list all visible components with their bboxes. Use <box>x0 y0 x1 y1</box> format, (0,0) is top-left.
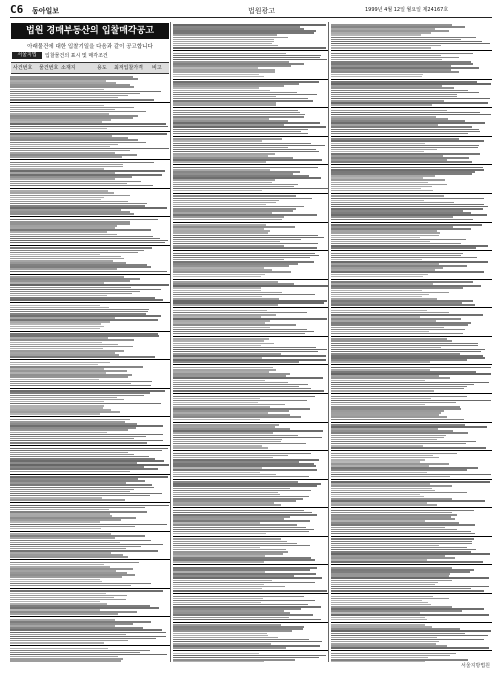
header-note: 비고 <box>152 65 162 71</box>
text-line <box>331 561 483 563</box>
text-line <box>173 336 328 337</box>
text-line <box>10 442 147 444</box>
notice-title: 법원 경매부동산의 입찰매각공고 <box>11 23 169 39</box>
text-line <box>173 622 328 623</box>
text-line <box>10 445 170 446</box>
text-line <box>10 156 122 158</box>
text-line <box>331 276 423 278</box>
text-line <box>331 164 492 165</box>
text-line <box>10 385 151 387</box>
text-line <box>173 479 328 480</box>
text-line <box>173 136 328 137</box>
header-min-price: 최저입찰가격 <box>114 65 143 71</box>
table-header <box>11 62 169 74</box>
text-line <box>10 588 170 589</box>
text-line <box>331 533 475 535</box>
text-line <box>331 504 437 506</box>
issue-date: 1999년 4월 12일 월요일 제24167호 <box>365 7 449 13</box>
text-line <box>10 645 170 646</box>
text-line <box>173 76 264 78</box>
text-line <box>331 304 475 306</box>
text-line <box>10 502 170 503</box>
text-line <box>331 650 492 651</box>
text-line <box>173 304 278 306</box>
text-line <box>331 79 492 80</box>
text-line <box>331 336 492 337</box>
text-line <box>173 561 264 563</box>
text-line <box>173 393 328 394</box>
text-line <box>331 104 432 106</box>
text-line <box>173 504 281 506</box>
text-line <box>173 422 328 423</box>
text-line <box>331 647 489 649</box>
text-line <box>331 479 492 480</box>
text-line <box>331 50 492 51</box>
text-line <box>331 590 484 592</box>
text-line <box>331 450 492 451</box>
text-line <box>173 476 309 478</box>
text-line <box>331 361 430 363</box>
text-line <box>173 650 328 651</box>
text-line <box>331 133 468 135</box>
notice-columns <box>10 22 492 662</box>
text-line <box>10 185 153 187</box>
text-line <box>173 107 328 108</box>
text-line <box>331 76 422 78</box>
text-line <box>10 613 118 615</box>
text-line <box>173 419 260 421</box>
text-line <box>10 216 170 217</box>
text-line <box>173 590 327 592</box>
listing-text-block <box>10 76 170 662</box>
text-line <box>10 413 100 415</box>
text-line <box>173 593 328 594</box>
text-line <box>10 616 170 617</box>
text-line <box>331 364 492 365</box>
text-line <box>173 50 328 51</box>
text-line <box>10 556 128 558</box>
header-location: 소재지 <box>61 65 76 71</box>
text-line <box>331 476 450 478</box>
newspaper-header <box>10 3 492 18</box>
text-line <box>10 242 165 244</box>
text-line <box>173 364 328 365</box>
text-line <box>173 250 328 251</box>
text-line <box>10 328 100 330</box>
text-line <box>173 447 268 449</box>
text-line <box>173 361 299 363</box>
header-use: 용도 <box>97 65 107 71</box>
listing-text-block <box>331 24 492 662</box>
text-line <box>10 359 170 360</box>
column-2 <box>173 22 329 662</box>
text-line <box>173 104 276 106</box>
text-line <box>10 471 130 473</box>
text-line <box>331 393 492 394</box>
text-line <box>173 193 328 194</box>
text-line <box>331 136 492 137</box>
column-3 <box>331 22 492 662</box>
text-line <box>10 356 155 358</box>
text-line <box>10 213 134 215</box>
text-line <box>10 159 170 160</box>
text-line <box>331 422 492 423</box>
text-line <box>173 564 328 565</box>
newspaper-name: 동아일보 <box>32 7 60 15</box>
text-line <box>10 299 163 301</box>
text-line <box>331 390 434 392</box>
listing-text-block <box>173 24 328 662</box>
text-line <box>331 250 492 251</box>
header-item-no: 물건번호 <box>39 65 59 71</box>
text-line <box>331 107 492 108</box>
text-line <box>10 642 104 644</box>
text-line <box>10 559 170 560</box>
text-line <box>331 564 492 565</box>
text-line <box>173 222 328 223</box>
text-line <box>173 79 328 80</box>
header-case-no: 사건번호 <box>13 65 33 71</box>
text-line <box>173 536 328 537</box>
text-line <box>331 279 492 280</box>
text-line <box>331 661 425 662</box>
text-line <box>10 274 170 275</box>
text-line <box>173 219 282 221</box>
text-line <box>173 161 266 163</box>
text-line <box>331 333 463 335</box>
announcement-text: 입찰물건의 표시 및 매각조건 <box>45 53 108 59</box>
text-line <box>10 388 170 389</box>
text-line <box>331 190 433 192</box>
text-line <box>10 499 125 501</box>
text-line <box>173 190 262 192</box>
text-line <box>173 450 328 451</box>
text-line <box>331 619 427 621</box>
text-line <box>173 276 261 278</box>
text-line <box>331 161 472 163</box>
text-line <box>173 619 321 621</box>
court-badge: 서울지법 <box>12 52 42 59</box>
text-line <box>173 333 305 335</box>
text-line <box>331 593 492 594</box>
text-line <box>173 164 328 165</box>
text-line <box>10 188 170 189</box>
column-1 <box>10 22 171 662</box>
text-line <box>331 222 492 223</box>
text-line <box>173 307 328 308</box>
text-line <box>173 647 286 649</box>
text-line <box>331 536 492 537</box>
text-line <box>10 302 170 303</box>
text-line <box>331 307 492 308</box>
text-line <box>10 331 170 332</box>
text-line <box>173 661 264 662</box>
text-line <box>331 47 431 49</box>
text-line <box>331 507 492 508</box>
text-line <box>331 447 486 449</box>
text-line <box>10 128 107 130</box>
text-line <box>10 474 170 475</box>
text-line <box>173 247 317 249</box>
notice-subtitle: 아래물건에 대한 입찰기일을 다음과 같이 공고합니다 <box>27 44 153 50</box>
text-line <box>10 416 170 417</box>
text-line <box>331 193 492 194</box>
section-label: 법원광고 <box>248 7 276 15</box>
text-line <box>10 99 154 101</box>
text-line <box>173 390 324 392</box>
text-line <box>10 528 101 530</box>
text-line <box>173 279 328 280</box>
text-line <box>173 47 326 49</box>
text-line <box>10 102 170 103</box>
text-line <box>173 533 266 535</box>
footer-note: 서울지방법원 <box>461 663 490 669</box>
text-line <box>10 271 167 273</box>
text-line <box>10 245 170 246</box>
text-line <box>10 131 170 132</box>
text-line <box>10 531 170 532</box>
text-line <box>173 507 328 508</box>
text-line <box>173 133 308 135</box>
text-line <box>331 622 492 623</box>
text-line <box>10 585 131 587</box>
text-line <box>331 419 464 421</box>
text-line <box>331 247 476 249</box>
page-number: C6 <box>10 3 24 16</box>
text-line <box>331 219 473 221</box>
